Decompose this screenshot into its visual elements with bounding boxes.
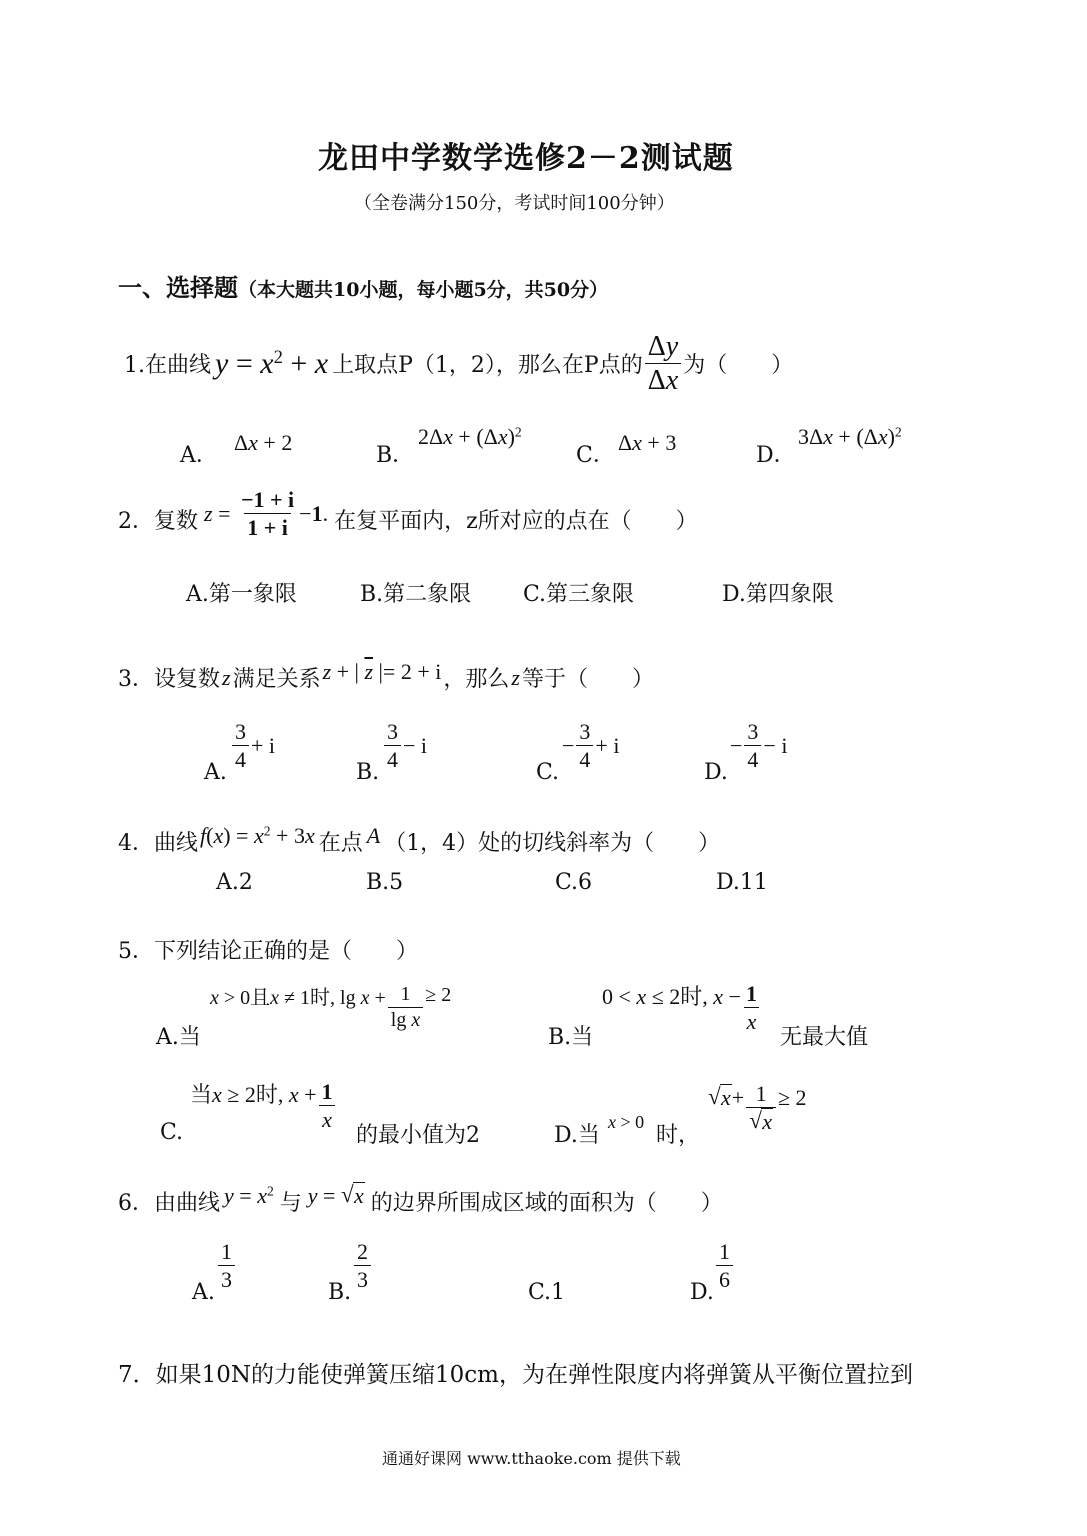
q2-option-c: C.第三象限 xyxy=(523,582,635,607)
question-6 xyxy=(118,1182,723,1217)
q4-option-c: C.6 xyxy=(555,870,593,895)
q1-option-b-expr: $2\Delta x + (\Delta x)^2$ xyxy=(418,424,522,449)
q6-prefix: 6．由曲线 xyxy=(118,1191,220,1216)
question-4 xyxy=(118,822,721,857)
q5-option-b-expr: 0 < x ≤ 2时, x − $\frac{1}{x}$ xyxy=(602,982,762,1033)
q4-suffix: （1，4）处的切线斜率为（ ） xyxy=(384,831,721,856)
q6-mid: 与 xyxy=(279,1191,302,1216)
q5-option-b-tail: 无最大值 xyxy=(780,1025,869,1050)
q1-delta-fraction: $\frac{\Delta y}{\Delta x}$ xyxy=(645,332,681,396)
q6-suffix: 的边界所围成区域的面积为（ ） xyxy=(370,1191,723,1216)
page-title: 龙田中学数学选修2－2测试题 xyxy=(318,141,734,176)
q6-curve-1: $y = x^2$ xyxy=(224,1182,274,1208)
q4-function-formula: $f(x) = x^2 + 3x$ xyxy=(200,822,315,848)
section-heading xyxy=(118,268,608,303)
q3-option-d-label: D. xyxy=(704,760,728,785)
q1-suffix: 为（ ） xyxy=(683,353,794,379)
q5-option-b-label: B.当 xyxy=(548,1025,594,1050)
q3-option-b-label: B. xyxy=(356,760,380,785)
q5-option-a-label: A.当 xyxy=(156,1025,201,1050)
q1-mid: 上取点P（1，2），那么在P点的 xyxy=(332,353,643,379)
q6-option-b-expr: $\frac{2}{3}$ xyxy=(352,1240,373,1291)
q2-prefix: 2．复数 xyxy=(118,509,198,535)
page-subtitle: （全卷满分150分，考试时间100分钟） xyxy=(354,193,675,214)
q6-curve-2: y = √ x xyxy=(308,1183,365,1209)
q2-option-a: A.第一象限 xyxy=(186,582,297,607)
q4-mid: 在点 xyxy=(318,831,363,856)
q4-option-d: D.11 xyxy=(716,870,768,895)
q6-option-b-label: B. xyxy=(328,1280,352,1305)
q3-option-c-expr: − $\frac{3}{4}$ + i xyxy=(562,719,620,773)
q2-option-d: D.第四象限 xyxy=(722,582,834,607)
q1-option-a-label: A． xyxy=(180,443,218,468)
q5-option-d-mid: 时， xyxy=(656,1123,701,1148)
q4-option-b: B.5 xyxy=(366,870,404,895)
q3-option-c-label: C. xyxy=(536,760,560,785)
q2-suffix: 在复平面内，z所对应的点在（ ） xyxy=(334,509,698,535)
q1-option-c-label: C． xyxy=(576,443,615,468)
question-3 xyxy=(118,658,654,693)
q6-option-a-label: A. xyxy=(192,1280,215,1305)
section-title: 一、选择题 xyxy=(118,273,238,302)
q1-curve-formula: $y = x^2 + x$ xyxy=(215,346,329,380)
question-1 xyxy=(124,332,793,396)
footer-text: 通通好课网 www.tthaoke.com 提供下载 xyxy=(382,1449,681,1468)
question-2 xyxy=(118,487,698,545)
q6-option-d-label: D. xyxy=(690,1280,714,1305)
q1-prefix: 1.在曲线 xyxy=(124,353,211,379)
q3-suffix: 等于（ ） xyxy=(521,667,654,692)
q3-prefix: 3．设复数 xyxy=(118,667,220,692)
q3-mid1: 满足关系 xyxy=(232,667,321,692)
q5-option-d-label: D.当 xyxy=(554,1123,600,1148)
q4-point-a: A xyxy=(366,822,381,848)
q3-relation-formula: z + | $\overline{z}$ |= 2 + i xyxy=(322,658,442,684)
q3-option-a-label: A. xyxy=(204,760,227,785)
q5-stem: 5．下列结论正确的是（ ） xyxy=(118,939,418,964)
q5-option-c-tail: 的最小值为2 xyxy=(356,1123,480,1148)
q6-option-a-expr: $\frac{1}{3}$ xyxy=(216,1240,237,1291)
q5-option-a-expr: x > 0且x ≠ 1时, lg x + $\frac{1}{\text{lg x}}$ ≥ 2 xyxy=(210,983,452,1031)
q3-mid2: ，那么 xyxy=(443,667,510,692)
q3-z-var: z xyxy=(222,664,231,690)
q4-prefix: 4．曲线 xyxy=(118,831,198,856)
q1-option-a-expr: Δx + 2 xyxy=(234,430,293,455)
section-note: （本大题共10小题，每小题5分，共50分） xyxy=(238,279,609,301)
q6-option-d-expr: $\frac{1}{6}$ xyxy=(714,1240,735,1291)
q6-option-c: C.1 xyxy=(528,1280,566,1305)
q5-option-c-expr: 当x ≥ 2时, x + $\frac{1}{x}$ xyxy=(190,1080,338,1131)
q4-option-a: A.2 xyxy=(216,870,253,895)
q5-option-d-condition: x > 0 xyxy=(608,1112,645,1132)
q1-option-d-label: D． xyxy=(756,443,796,468)
q1-option-c-expr: Δx + 3 xyxy=(618,430,677,455)
q1-option-d-expr: $3\Delta x + (\Delta x)^2$ xyxy=(798,424,902,449)
q3-z-var-2: z xyxy=(511,664,520,690)
q3-option-d-expr: − $\frac{3}{4}$ − i xyxy=(730,719,788,773)
q5-option-d-expr: √ x + 1 √ x ≥ 2 xyxy=(708,1082,807,1133)
q7-stem: 7．如果10N的力能使弹簧压缩10cm，为在弹性限度内将弹簧从平衡位置拉到 xyxy=(118,1362,913,1388)
q1-option-b-label: B． xyxy=(376,443,415,468)
q5-option-c-label: C. xyxy=(160,1120,184,1145)
q2-complex-formula: z = $\frac{-1 + i}{1 + i}$ − 1 . xyxy=(204,487,329,541)
q2-option-b: B.第二象限 xyxy=(360,582,472,607)
q3-option-b-expr: $\frac{3}{4}$ − i xyxy=(382,720,427,771)
q3-option-a-expr: $\frac{3}{4}$ + i xyxy=(230,720,275,771)
